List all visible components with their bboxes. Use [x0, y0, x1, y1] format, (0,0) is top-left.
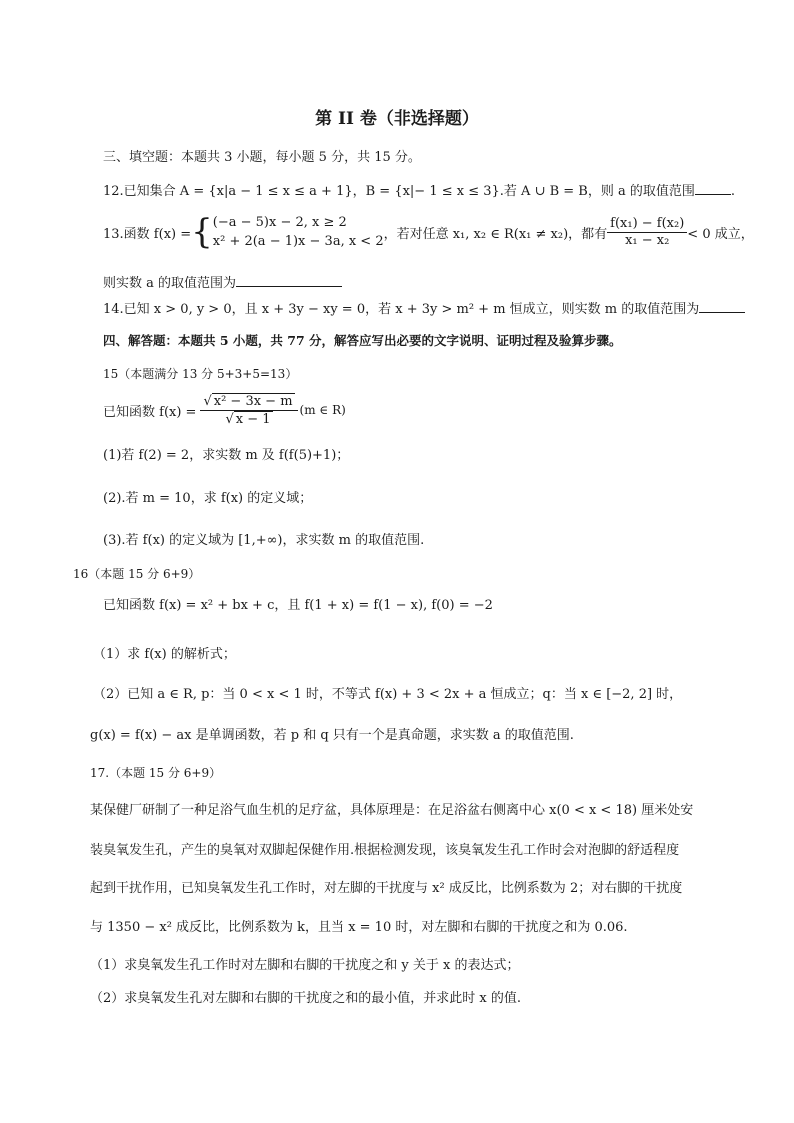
question-13-prefix: 13.函数 f(x) = — [103, 226, 192, 242]
question-16-part2b: g(x) = f(x) − ax 是单调函数，若 p 和 q 只有一个是真命题，求实数 a 的取值范围. — [90, 728, 574, 743]
question-15-given — [103, 390, 346, 430]
solve-heading: 四、解答题：本题共 5 小题，共 77 分，解答应写出必要的文字说明、证明过程及验算步骤。 — [103, 333, 622, 348]
case-1: (−a − 5)x − 2, x ≥ 2 — [212, 215, 347, 230]
question-15-header: 15（本题满分 13 分 5+3+5=13） — [103, 367, 298, 381]
question-17-part1: （1）求臭氧发生孔工作时对左脚和右脚的干扰度之和 y 关于 x 的表达式； — [90, 958, 520, 973]
given-prefix: 已知函数 f(x) = — [103, 404, 197, 420]
question-15-part3: (3).若 f(x) 的定义域为 [1,+∞)，求实数 m 的取值范围. — [103, 533, 425, 548]
radicand: x² − 3x − m — [213, 393, 293, 409]
question-16-header: 16（本题 15 分 6+9） — [73, 567, 201, 581]
question-16-given: 已知函数 f(x) = x² + bx + c，且 f(1 + x) = f(1 − x), f(0) = −2 — [103, 598, 493, 613]
fill-in-heading: 三、填空题：本题共 3 小题，每小题 5 分，共 15 分。 — [103, 150, 421, 165]
section-title: 第 II 卷（非选择题） — [315, 109, 479, 129]
root-fraction — [200, 393, 297, 428]
question-12-text: 12.已知集合 A = {x|a − 1 ≤ x ≤ a + 1}，B = {x|− 1 ≤ x ≤ 3}.若 A ∪ B = B，则 a 的取值范围 — [103, 184, 695, 199]
answer-blank — [236, 274, 342, 287]
question-14 — [103, 298, 745, 317]
question-17-line2: 装臭氧发生孔，产生的臭氧对双脚起保健作用.根据检测发现，该臭氧发生孔工作时会对泡脚的舒适程度 — [90, 843, 680, 858]
difference-quotient — [607, 216, 687, 249]
question-16-part2: （2）已知 a ∈ R, p：当 0 < x < 1 时，不等式 f(x) + 3 < 2x + a 恒成立；q：当 x ∈ [−2, 2] 时， — [93, 687, 683, 702]
fraction-denominator: x₁ − x₂ — [625, 232, 670, 248]
case-2: x² + 2(a − 1)x − 3a, x < 2 — [212, 234, 384, 249]
question-14-text: 14.已知 x > 0, y > 0，且 x + 3y − xy = 0，若 x + 3y > m² + m 恒成立，则实数 m 的取值范围为 — [103, 302, 700, 317]
radicand: x − 1 — [235, 411, 271, 427]
fraction-numerator: f(x₁) − f(x₂) — [607, 216, 687, 233]
question-13-line2 — [103, 272, 342, 291]
answer-blank — [695, 182, 731, 195]
question-17-line3: 起到干扰作用，已知臭氧发生孔工作时，对左脚的干扰度与 x² 成反比，比例系数为 2；对右脚的干扰度 — [90, 881, 683, 896]
question-12-suffix: . — [730, 184, 736, 199]
question-17-line4: 与 1350 − x² 成反比，比例系数为 k，且当 x = 10 时，对左脚和右脚的干扰度之和为 0.06. — [90, 920, 628, 935]
question-13 — [103, 210, 754, 254]
question-13-end: < 0 成立， — [687, 226, 754, 242]
question-15-part1: (1)若 f(2) = 2，求实数 m 及 f(f(5)+1)； — [103, 448, 350, 463]
question-13-mid: ，若对任意 x₁, x₂ ∈ R(x₁ ≠ x₂)，都有 — [383, 226, 608, 242]
sqrt-sign: √ — [225, 411, 234, 427]
question-12 — [103, 180, 735, 199]
sqrt-sign: √ — [203, 393, 212, 409]
question-13-line2-text: 则实数 a 的取值范围为 — [103, 276, 237, 291]
piecewise-brace: { — [191, 212, 213, 252]
answer-blank — [699, 300, 745, 313]
question-15-part2: (2).若 m = 10，求 f(x) 的定义域； — [103, 491, 313, 506]
question-17-part2: （2）求臭氧发生孔对左脚和右脚的干扰度之和的最小值，并求此时 x 的值. — [90, 991, 521, 1006]
fraction-numerator — [200, 393, 297, 411]
question-17-header: 17.（本题 15 分 6+9） — [90, 766, 222, 780]
piecewise-cases — [213, 213, 384, 251]
question-16-part1: （1）求 f(x) 的解析式； — [93, 647, 236, 662]
given-suffix: (m ∈ R) — [299, 403, 346, 417]
question-17-line1: 某保健厂研制了一种足浴气血生机的足疗盆，具体原理是：在足浴盆右侧离中心 x(0 < x < 18) 厘米处安 — [90, 803, 694, 818]
fraction-denominator — [200, 411, 297, 428]
